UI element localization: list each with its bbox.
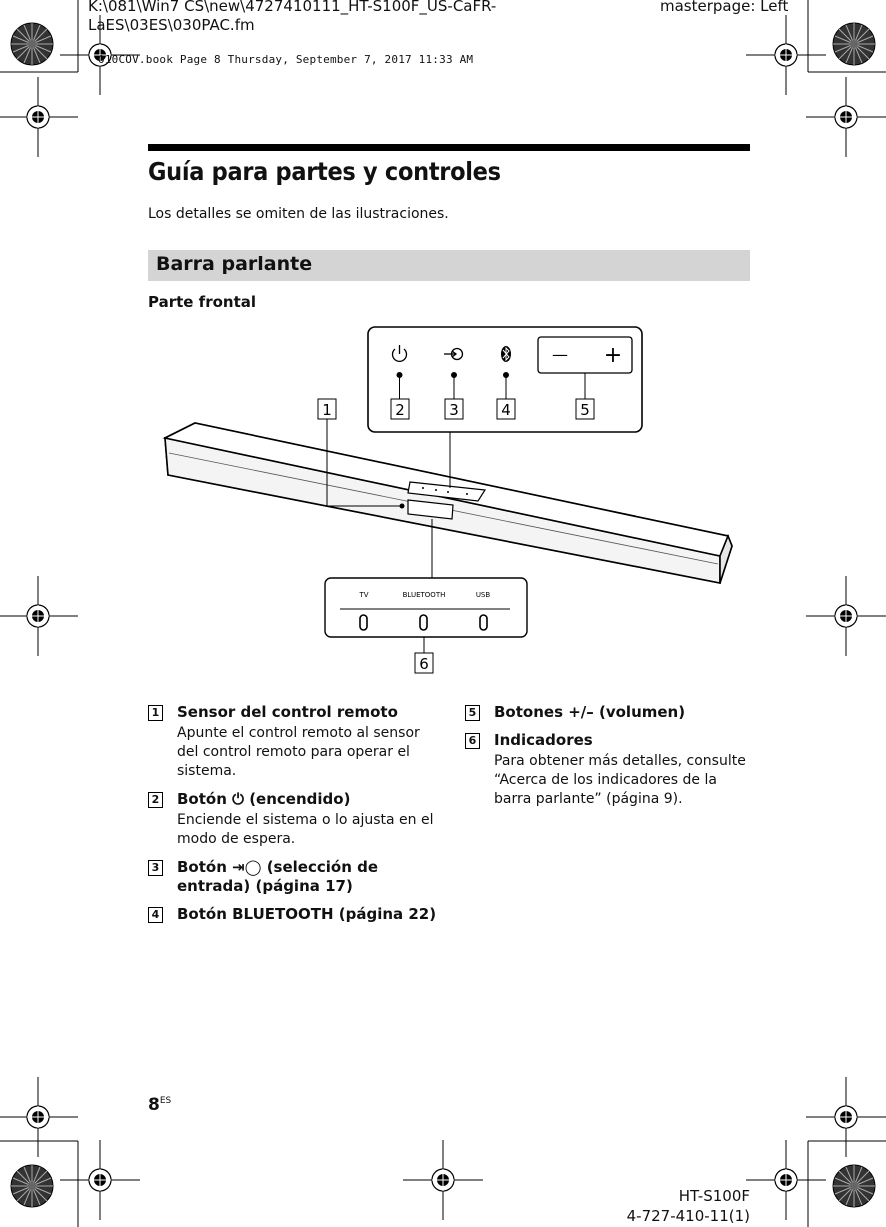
callout-5: 5 (580, 401, 590, 419)
title-rule (148, 144, 750, 151)
intro-text: Los detalles se omiten de las ilustraciones. (148, 206, 449, 222)
callout-3: 3 (449, 401, 459, 419)
indicator-bluetooth (420, 615, 427, 630)
page-number (148, 1095, 171, 1115)
callout-4: 4 (501, 401, 511, 419)
item-number: 4 (148, 907, 163, 923)
callout-2: 2 (395, 401, 405, 419)
list-item (148, 858, 438, 896)
soundbar-front-diagram (140, 318, 760, 688)
page-number-value: 8 (148, 1095, 160, 1115)
list-item (465, 731, 755, 809)
left-column (148, 703, 438, 933)
item-number: 3 (148, 860, 163, 876)
model-number: HT-S100F (678, 1187, 750, 1205)
right-column (465, 703, 755, 818)
list-item (148, 703, 438, 781)
item-title: Sensor del control remoto (177, 703, 398, 721)
list-item (148, 905, 438, 924)
item-title: Botón ⏻ (encendido) (177, 790, 351, 808)
document-code: 4-727-410-11(1) (626, 1207, 750, 1225)
item-number: 5 (465, 705, 480, 721)
callout-6: 6 (419, 655, 429, 673)
item-title: Botones +/– (volumen) (494, 703, 686, 721)
page-title: Guía para partes y controles (148, 157, 501, 186)
book-info-line: 010COV.book Page 8 Thursday, September 7, 2017 11:33 AM (98, 53, 474, 66)
item-description: Enciende el sistema o lo ajusta en el modo de espera. (177, 812, 434, 847)
section-band (148, 250, 750, 281)
item-title: Indicadores (494, 731, 593, 749)
volume-minus-label: — (552, 345, 568, 364)
list-item (148, 790, 438, 849)
masterpage-label: masterpage: Left (660, 0, 789, 15)
subsection-heading: Parte frontal (148, 293, 257, 311)
section-heading: Barra parlante (156, 253, 313, 275)
item-title: Botón BLUETOOTH (página 22) (177, 905, 437, 923)
list-item (465, 703, 755, 722)
item-number: 2 (148, 792, 163, 808)
callout-1: 1 (322, 401, 332, 419)
item-title: Botón ⇥◯ (selección de entrada) (página 17) (177, 858, 379, 895)
item-number: 1 (148, 705, 163, 721)
item-number: 6 (465, 733, 480, 749)
soundbar-body (165, 423, 732, 583)
indicator-usb (480, 615, 487, 630)
indicator-label-tv: TV (359, 591, 369, 599)
item-description: Apunte el control remoto al sensor del control remoto para operar el sistema. (177, 725, 420, 779)
item-description: Para obtener más detalles, consulte “Acerca de los indicadores de la barra parlante” (página 9). (494, 753, 746, 807)
indicator-tv (360, 615, 367, 630)
file-path-header: K:\081\Win7 CS\new\4727410111_HT-S100F_US-CaFR-LaES\03ES\030PAC.fm (88, 0, 497, 34)
volume-plus-label: + (603, 343, 623, 368)
indicator-label-usb: USB (475, 591, 491, 599)
page-language-suffix: ES (159, 1096, 172, 1106)
bluetooth-icon (501, 346, 511, 362)
indicator-label-bluetooth: BLUETOOTH (402, 591, 446, 599)
